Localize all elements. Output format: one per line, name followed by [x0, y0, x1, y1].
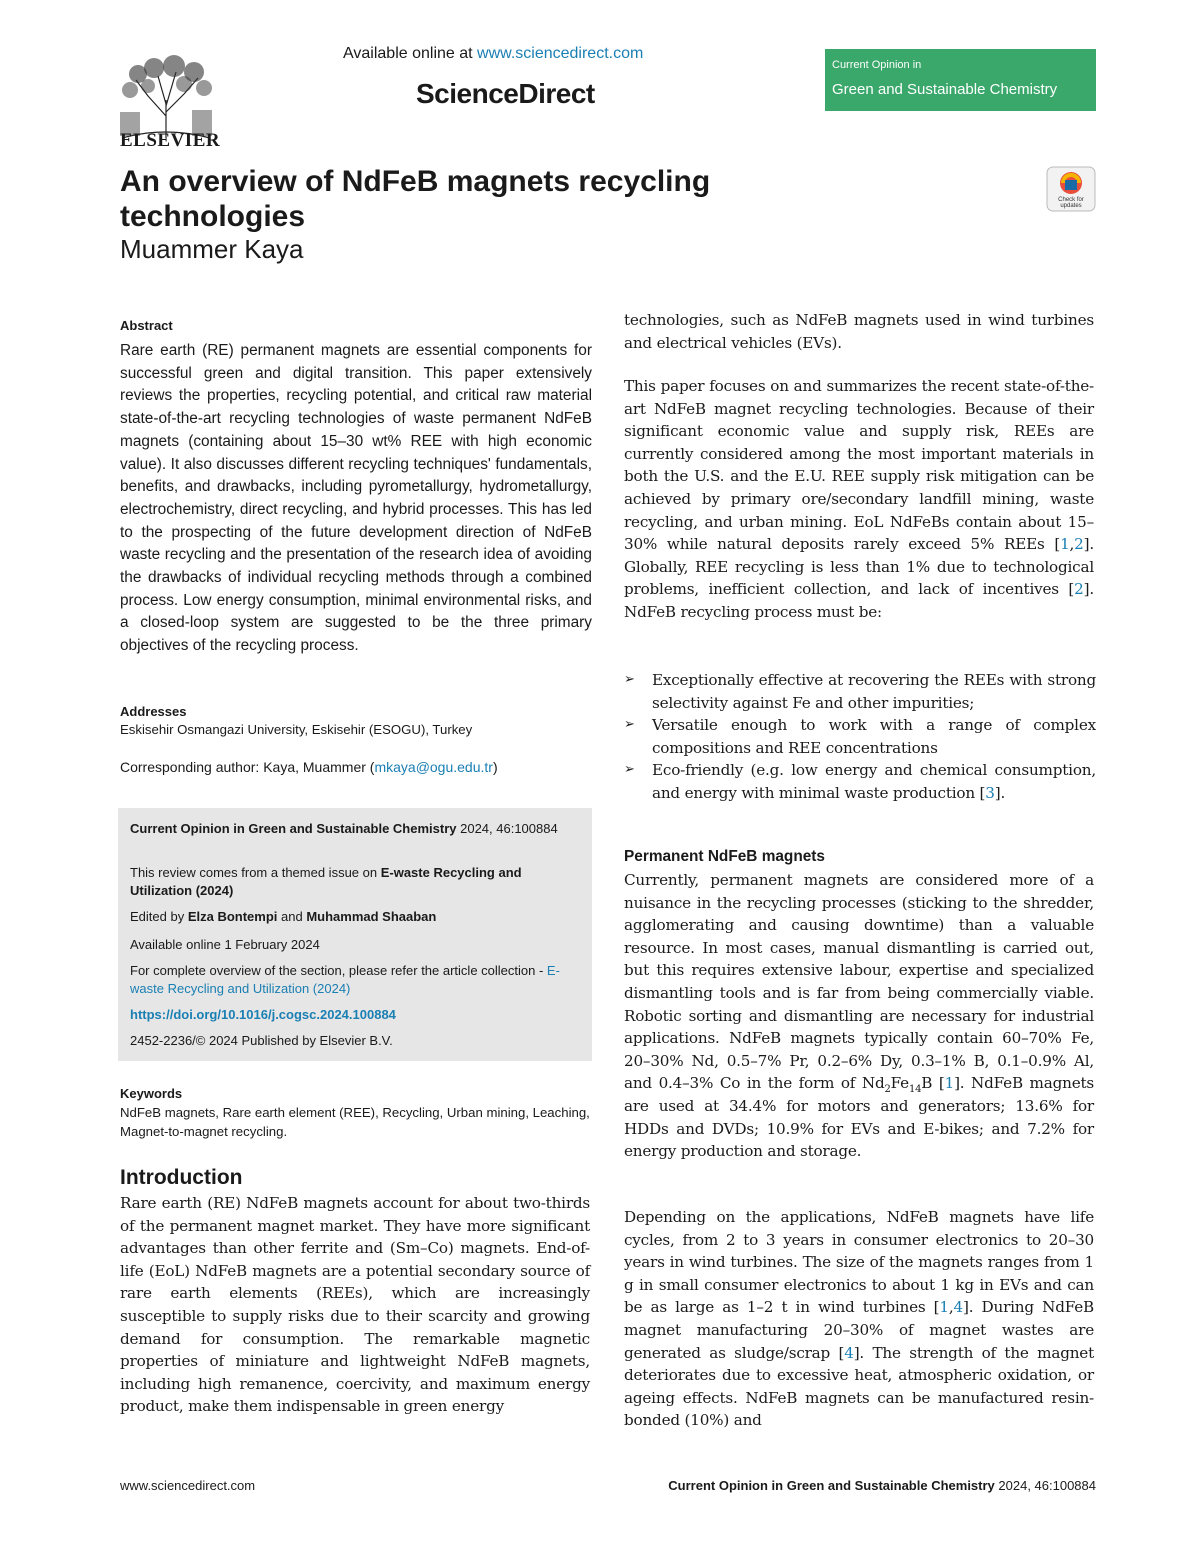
infobox-available: Available online 1 February 2024 [130, 937, 320, 952]
infobox-overview: For complete overview of the section, please refer the article collection - E-waste Recycling and Utilization (2024) [130, 963, 560, 996]
list-item: ➢ Exceptionally effective at recovering the REEs with strong selectivity against Fe and other impurities; [624, 671, 1096, 712]
right-paragraph-3: Currently, permanent magnets are considered more of a nuisance in the recycling processes (sticking to the shredder, agglomerating and causing downtime) than a valuable resource. In most cases, manual dismantling is carried out, but this requires extensive labour, expertise and specialized dismantling tools and is far from being commercially viable. Robotic sorting and dismantling are necessary for industrial applications. NdFeB magnets typically contain 60–70% Fe, 20–30% Nd, 0.5–7% Pr, 0.2–6% Dy, 0.3–1% B, 0.1–0.9% Al, and 0.4–3% Co in the form of $Nd_2Fe_{14}B$ [1]. NdFeB magnets are used at 34.4% for motors and generators; 13.6% for HDDs and DVDs; 10.9% for EVs and E-bikes; and 7.2% for energy production and storage. [624, 871, 1094, 1161]
article-title: An overview of NdFeB magnets recycling technologies [120, 165, 711, 233]
ref-link[interactable]: 1 [1060, 535, 1070, 554]
journal-kicker: Current Opinion in [832, 59, 922, 71]
footer-site: www.sciencedirect.com [120, 1478, 256, 1493]
publisher-wordmark: ELSEVIER [120, 130, 221, 151]
platform-title: ScienceDirect [416, 78, 595, 109]
infobox-theme: This review comes from a themed issue on E-waste Recycling and Utilization (2024) [130, 865, 522, 898]
article-author: Muammer Kaya [120, 234, 304, 264]
ref-link[interactable]: 2 [1074, 535, 1084, 554]
infobox-editors: Edited by Elza Bontempi and Muhammad Shaaban [130, 909, 437, 924]
journal-name: Green and Sustainable Chemistry [832, 81, 1058, 98]
infobox-copyright: 2452-2236/© 2024 Published by Elsevier B.V. [130, 1033, 393, 1048]
arrow-bullet-icon: ➢ [624, 672, 635, 687]
available-online-line: Available online at www.sciencedirect.com [343, 45, 644, 62]
abstract-heading: Abstract [120, 318, 173, 333]
addresses-heading: Addresses [120, 704, 187, 719]
abstract-text: Rare earth (RE) permanent magnets are essential components for successful green and digital transition. This paper extensively reviews the properties, recycling potential, and critical raw material state-of-the-art recycling technologies of waste permanent NdFeB magnets (containing about 15–30 wt% REE with high economic value). It also discusses different recycling techniques' fundamentals, benefits, and drawbacks, including pyrometallurgy, hydrometallurgy, electrochemistry, direct recycling, and hybrid processes. This has led to the prospecting of the future development direction of NdFeB waste recycling and the presentation of the research idea of avoiding the drawbacks of individual recycling methods through a combined process. Low energy consumption, minimal environmental risks, and a closed-loop system are suggested to be the three primary objectives of the recycling process. [120, 342, 592, 655]
sciencedirect-link[interactable]: www.sciencedirect.com [477, 45, 644, 62]
ref-link[interactable]: 3 [985, 783, 995, 802]
list-item: ➢ Eco-friendly (e.g. low energy and chemical consumption, and energy with minimal waste production [3]. [624, 761, 1096, 802]
ref-link[interactable]: 4 [844, 1343, 854, 1362]
right-paragraph-2: This paper focuses on and summarizes the recent state-of-the-art NdFeB magnet recycling technologies. Because of their significant economic value and supply risk, REEs are currently considered among the most important materials in both the U.S. and the E.U. REE supply risk mitigation can be achieved by primary ore/secondary landfill mining, waste recycling, and urban mining. EoL NdFeBs contain about 15–30% while natural deposits rarely exceed 5% REEs [1,2]. Globally, REE recycling is less than 1% due to technological problems, inefficient collection, and lack of incentives [2]. NdFeB recycling process must be: [624, 377, 1094, 621]
requirements-list [624, 669, 1096, 805]
right-paragraph-1: technologies, such as NdFeB magnets used in wind turbines and electrical vehicles (EVs). [624, 311, 1094, 352]
article-info-box [118, 808, 592, 1061]
ref-link[interactable]: 1 [944, 1074, 955, 1093]
ref-link[interactable]: 1 [939, 1298, 949, 1317]
ref-link[interactable]: 2 [1074, 580, 1084, 599]
introduction-heading: Introduction [120, 1166, 243, 1189]
keywords-text: NdFeB magnets, Rare earth element (REE), Recycling, Urban mining, Leaching, Magnet-to-magnet recycling. [120, 1105, 590, 1139]
introduction-text: Rare earth (RE) NdFeB magnets account for about two-thirds of the permanent magnet market. They have more significant advantages than other ferrite and (Sm–Co) magnets. End-of-life (EoL) NdFeB magnets are a potential secondary source of rare earth elements (REEs), which are increasingly susceptible to supply risks due to their scarcity and growing demand for consumption. The remarkable magnetic properties of miniature and lightweight NdFeB magnets, including high remanence, coercivity, and maximum energy product, make them indispensable in green energy [120, 1194, 590, 1416]
journal-banner [825, 49, 1096, 111]
author-email-link[interactable]: mkaya@ogu.edu.tr [374, 759, 493, 775]
check-for-updates-badge[interactable] [1046, 166, 1096, 212]
arrow-bullet-icon: ➢ [624, 762, 635, 778]
keywords-heading: Keywords [120, 1086, 183, 1101]
ref-link[interactable]: 4 [953, 1298, 963, 1317]
footer-citation: Current Opinion in Green and Sustainable Chemistry 2024, 46:100884 [668, 1478, 1096, 1493]
collection-link[interactable]: E-waste Recycling and Utilization (2024) [130, 963, 560, 996]
infobox-citation: Current Opinion in Green and Sustainable Chemistry 2024, 46:100884 [130, 821, 558, 836]
list-item: ➢ Versatile enough to work with a range of complex compositions and REE concentrations [624, 716, 1096, 757]
doi-link[interactable]: https://doi.org/10.1016/j.cogsc.2024.100884 [130, 1007, 396, 1022]
arrow-bullet-icon: ➢ [624, 717, 635, 733]
address-text: Eskisehir Osmangazi University, Eskisehir (ESOGU), Turkey [120, 722, 473, 737]
permanent-magnets-heading: Permanent NdFeB magnets [624, 848, 825, 865]
check-updates-label: Check for updates [1058, 197, 1084, 209]
right-paragraph-4: Depending on the applications, NdFeB magnets have life cycles, from 2 to 3 years in consumer electronics to 20–30 years in wind turbines. The size of the magnets ranges from 1 g in small consumer electronics to about 1 kg in EVs and can be as large as 1–2 t in wind turbines [1,4]. During NdFeB magnet manufacturing 20–30% of magnet wastes are generated as sludge/scrap [4]. The strength of the magnet deteriorates due to excessive heat, atmospheric oxidation, or ageing effects. NdFeB magnets can be manufactured resin-bonded (10%) and [624, 1208, 1094, 1430]
corresponding-author: Corresponding author: Kaya, Muammer (mkaya@ogu.edu.tr) [120, 759, 498, 775]
